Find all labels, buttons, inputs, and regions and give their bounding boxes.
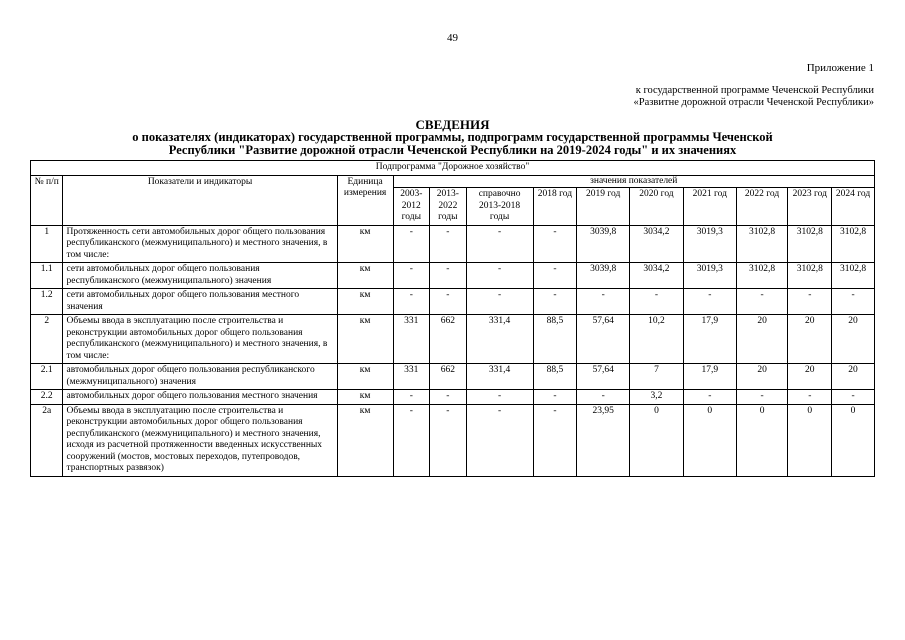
value-cell: - bbox=[683, 390, 736, 405]
value-cell: - bbox=[466, 289, 533, 315]
indicator-name-cell: сети автомобильных дорог общего пользования местного значения bbox=[63, 289, 337, 315]
header-year: справочно 2013-2018 годы bbox=[466, 188, 533, 226]
value-cell: - bbox=[533, 263, 577, 289]
value-cell: 20 bbox=[832, 315, 875, 364]
value-cell: - bbox=[832, 390, 875, 405]
unit-cell: км bbox=[337, 263, 393, 289]
table-row bbox=[31, 289, 875, 315]
value-cell: 331 bbox=[393, 315, 430, 364]
row-number-cell: 2а bbox=[31, 404, 63, 476]
indicators-table bbox=[30, 160, 875, 477]
value-cell: - bbox=[577, 390, 630, 405]
value-cell: 88,5 bbox=[533, 364, 577, 390]
value-cell: - bbox=[466, 404, 533, 476]
indicator-name-cell: сети автомобильных дорог общего пользования республиканского (межмуниципального) значения bbox=[63, 263, 337, 289]
value-cell: - bbox=[533, 390, 577, 405]
value-cell: - bbox=[466, 390, 533, 405]
header-indicator: Показатели и индикаторы bbox=[63, 175, 337, 225]
value-cell: - bbox=[393, 404, 430, 476]
value-cell: - bbox=[832, 289, 875, 315]
indicator-name-cell: Объемы ввода в эксплуатацию после строительства и реконструкции автомобильных дорог общего пользования республиканского (межмуниципального) и местного значения, в том числе: bbox=[63, 315, 337, 364]
value-cell: 0 bbox=[788, 404, 832, 476]
value-cell: 20 bbox=[788, 364, 832, 390]
row-number-cell: 2.2 bbox=[31, 390, 63, 405]
value-cell: - bbox=[533, 289, 577, 315]
value-cell: 7 bbox=[630, 364, 684, 390]
row-number-cell: 1.1 bbox=[31, 263, 63, 289]
value-cell: 57,64 bbox=[577, 315, 630, 364]
indicator-name-cell: автомобильных дорог общего пользования республиканского (межмуниципального) значения bbox=[63, 364, 337, 390]
value-cell: - bbox=[788, 390, 832, 405]
unit-cell: км bbox=[337, 404, 393, 476]
table-body bbox=[31, 225, 875, 476]
value-cell: - bbox=[683, 289, 736, 315]
value-cell: - bbox=[430, 225, 467, 263]
value-cell: 23,95 bbox=[577, 404, 630, 476]
value-cell: 0 bbox=[736, 404, 788, 476]
value-cell: - bbox=[466, 263, 533, 289]
title-line-1: СВЕДЕНИЯ bbox=[415, 117, 490, 132]
value-cell: 3019,3 bbox=[683, 225, 736, 263]
subprogram-row: Подпрограмма "Дорожное хозяйство" bbox=[31, 161, 875, 176]
row-number-cell: 1 bbox=[31, 225, 63, 263]
value-cell: 57,64 bbox=[577, 364, 630, 390]
value-cell: 331 bbox=[393, 364, 430, 390]
header-year: 2018 год bbox=[533, 188, 577, 226]
value-cell: - bbox=[430, 289, 467, 315]
value-cell: - bbox=[533, 404, 577, 476]
value-cell: 3102,8 bbox=[832, 263, 875, 289]
reference-line-1: к государственной программе Чеченской Республики bbox=[635, 85, 874, 96]
value-cell: 3102,8 bbox=[736, 263, 788, 289]
value-cell: 3034,2 bbox=[630, 225, 684, 263]
row-number-cell: 1.2 bbox=[31, 289, 63, 315]
table-row bbox=[31, 315, 875, 364]
document-title bbox=[30, 118, 875, 157]
value-cell: 0 bbox=[630, 404, 684, 476]
value-cell: 3102,8 bbox=[832, 225, 875, 263]
value-cell: 3039,8 bbox=[577, 225, 630, 263]
header-num: № п/п bbox=[31, 175, 63, 225]
header-unit: Единица измерения bbox=[337, 175, 393, 225]
reference-line-2: «Развитне дорожной отрасли Чеченской Республики» bbox=[633, 97, 874, 108]
title-line-2: о показателях (индикаторах) государственной программы, подпрограмм государственной программы Чеченской bbox=[132, 130, 773, 144]
table-row bbox=[31, 390, 875, 405]
page-number: 49 bbox=[447, 32, 458, 44]
program-reference bbox=[634, 85, 874, 109]
header-year: 2024 год bbox=[832, 188, 875, 226]
value-cell: 0 bbox=[683, 404, 736, 476]
value-cell: 331,4 bbox=[466, 364, 533, 390]
value-cell: 10,2 bbox=[630, 315, 684, 364]
title-line-3: Республики "Развитие дорожной отрасли Чеченской Республики на 2019-2024 годы" и их значениях bbox=[168, 143, 737, 157]
table-row bbox=[31, 364, 875, 390]
value-cell: 20 bbox=[736, 315, 788, 364]
unit-cell: км bbox=[337, 364, 393, 390]
unit-cell: км bbox=[337, 315, 393, 364]
unit-cell: км bbox=[337, 225, 393, 263]
value-cell: 20 bbox=[832, 364, 875, 390]
value-cell: 3,2 bbox=[630, 390, 684, 405]
value-cell: 3102,8 bbox=[788, 225, 832, 263]
value-cell: 3102,8 bbox=[788, 263, 832, 289]
value-cell: - bbox=[430, 263, 467, 289]
indicator-name-cell: Объемы ввода в эксплуатацию после строительства и реконструкции автомобильных дорог общего пользования республиканского (межмуниципального) и местного значения, исходя из расчетной протяженности введенных искусственных сооружений (мостов, мостовых переходов, путепроводов, транспортных развязок) bbox=[63, 404, 337, 476]
header-year: 2023 год bbox=[788, 188, 832, 226]
value-cell: - bbox=[630, 289, 684, 315]
table-row bbox=[31, 404, 875, 476]
unit-cell: км bbox=[337, 390, 393, 405]
value-cell: 662 bbox=[430, 364, 467, 390]
value-cell: - bbox=[736, 390, 788, 405]
value-cell: - bbox=[393, 263, 430, 289]
value-cell: 3039,8 bbox=[577, 263, 630, 289]
value-cell: 3019,3 bbox=[683, 263, 736, 289]
appendix-label: Приложение 1 bbox=[806, 62, 874, 74]
value-cell: 17,9 bbox=[683, 364, 736, 390]
value-cell: - bbox=[736, 289, 788, 315]
value-cell: 662 bbox=[430, 315, 467, 364]
value-cell: 20 bbox=[788, 315, 832, 364]
row-number-cell: 2.1 bbox=[31, 364, 63, 390]
value-cell: - bbox=[788, 289, 832, 315]
value-cell: - bbox=[430, 390, 467, 405]
value-cell: 331,4 bbox=[466, 315, 533, 364]
value-cell: 3034,2 bbox=[630, 263, 684, 289]
header-year: 2022 год bbox=[736, 188, 788, 226]
value-cell: - bbox=[577, 289, 630, 315]
table-row bbox=[31, 225, 875, 263]
value-cell: - bbox=[393, 390, 430, 405]
value-cell: - bbox=[430, 404, 467, 476]
indicator-name-cell: Протяженность сети автомобильных дорог общего пользования республиканского (межмуниципального) и местного значения, в том числе: bbox=[63, 225, 337, 263]
header-year: 2013-2022 годы bbox=[430, 188, 467, 226]
value-cell: 3102,8 bbox=[736, 225, 788, 263]
unit-cell: км bbox=[337, 289, 393, 315]
value-cell: 17,9 bbox=[683, 315, 736, 364]
row-number-cell: 2 bbox=[31, 315, 63, 364]
value-cell: - bbox=[533, 225, 577, 263]
header-year: 2021 год bbox=[683, 188, 736, 226]
header-year: 2020 год bbox=[630, 188, 684, 226]
value-cell: - bbox=[466, 225, 533, 263]
table-row bbox=[31, 263, 875, 289]
value-cell: 0 bbox=[832, 404, 875, 476]
header-year: 2019 год bbox=[577, 188, 630, 226]
value-cell: - bbox=[393, 225, 430, 263]
header-values-group: значения показателей bbox=[393, 175, 875, 188]
header-year: 2003-2012 годы bbox=[393, 188, 430, 226]
value-cell: - bbox=[393, 289, 430, 315]
value-cell: 88,5 bbox=[533, 315, 577, 364]
value-cell: 20 bbox=[736, 364, 788, 390]
indicator-name-cell: автомобильных дорог общего пользования местного значения bbox=[63, 390, 337, 405]
